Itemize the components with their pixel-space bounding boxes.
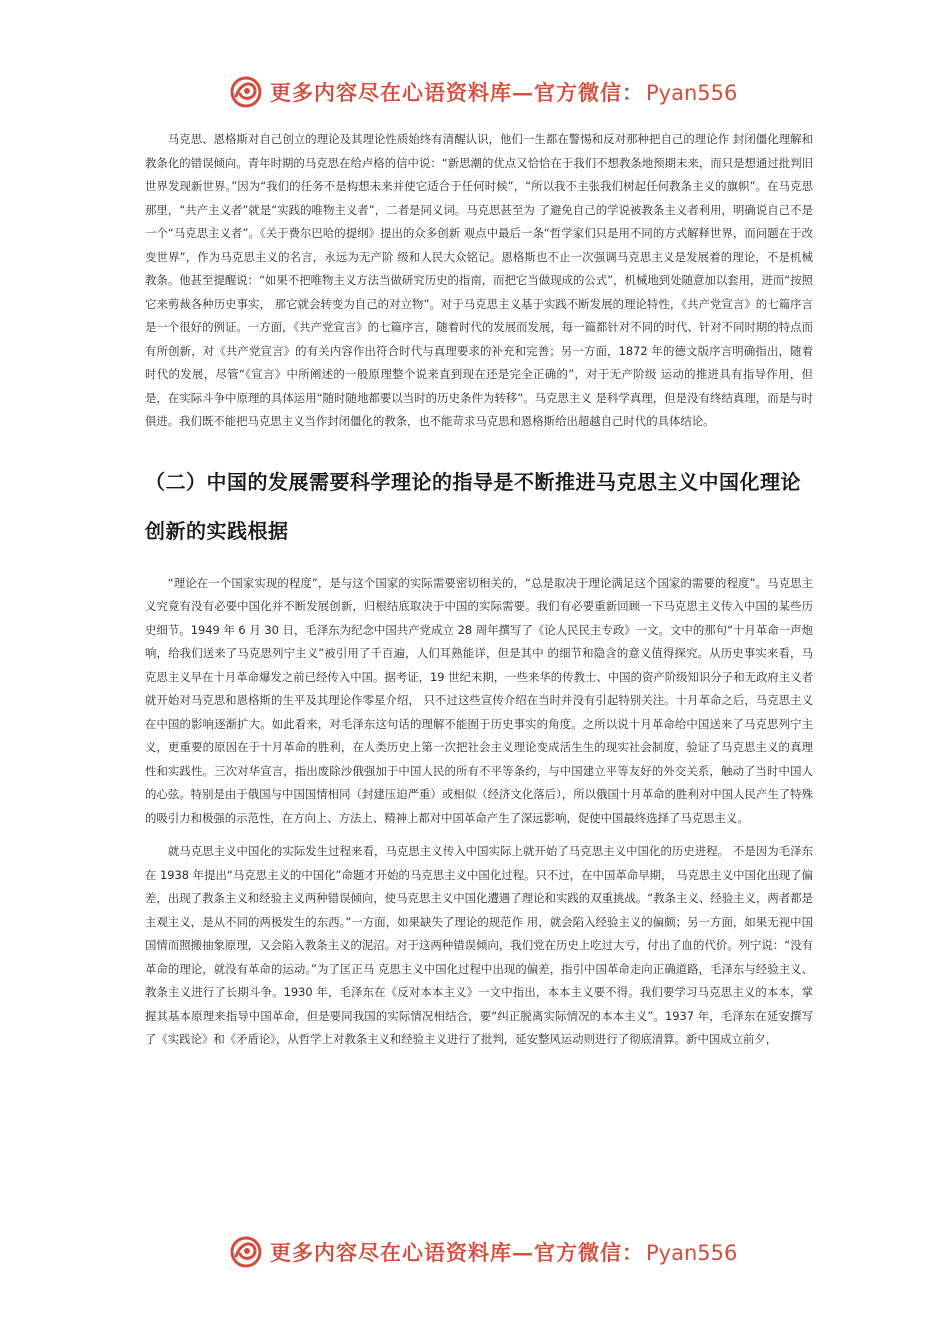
paragraph-3: 就马克思主义中国化的实际发生过程来看，马克思主义传入中国实际上就开始了马克思主义中国化的历史进程。 不是因为毛泽东在 1938 年提出“马克思主义的中国化”命题才开始的马克思主义中国化过程。只不过，在中国革命早期， 马克思主义中国化出现了偏差，出现了教条主义和经验主义两种错误倾向，使马克思主义中国化遭遇了理论和实践的双重挑战。“教条主义、经验主义，两者都是主观主义，是从不同的两极发生的东西。”一方面，如果缺失了理论的规范作 用，就会陷入经验主义的偏颇；另一方面，如果无视中国国情而照搬抽象原理，又会陷入教条主义的泥沼。对于这两种错误倾向，我们党在历史上吃过大亏，付出了血的代价。列宁说：“没有革命的理论，就没有革命的运动。”为了匡正马 克思主义中国化过程中出现的偏差，指引中国革命走向正确道路，毛泽东与经验主义、教条主义进行了长期斗争。1930 年，毛泽东在《反对本本主义》一文中指出，本本主义要不得。我们要学习马克思主义的本本，掌握其基本原理来指导中国革命，但是要同我国的实际情况相结合，要“纠正脱离实际情况的本本主义”。1937 年，毛泽东在延安撰写了《实践论》和《矛盾论》，从哲学上对教条主义和经验主义进行了批判，延安整风运动则进行了彻底清算。新中国成立前夕， <box>145 844 813 1046</box>
watermark-handle: Pyan556 <box>646 81 738 105</box>
paragraph-2: “理论在一个国家实现的程度”，是与这个国家的实际需要密切相关的，“总是取决于理论满足这个国家的需要的程度”。马克思主义究竟有没有必要中国化并不断发展创新，归根结底取决于中国的实际需要。我们有必要重新回顾一下马克思主义传入中国的某些历史细节。1949 年 6 月 30 日，毛泽东为纪念中国共产党成立 28 周年撰写了《论人民民主专政》一文。文中的那句“十月革命一声炮响，给我们送来了马克思列宁主义”被引用了千百遍，人们耳熟能详，但是其中 的细节和隐含的意义值得探究。从历史事实来看，马克思主义早在十月革命爆发之前已经传入中国。据考证，19 世纪末期，一些来华的传教士、中国的资产阶级知识分子和无政府主义者就开始对马克思和恩格斯的生平及其理论作零星介绍， 只不过这些宣传介绍在当时并没有引起特别关注。十月革命之后，马克思主义在中国的影响逐渐扩大。如此看来，对毛泽东这句话的理解不能囿于历史事实的角度。之所以说十月革命给中国送来了马克思列宁主义，更重要的原因在于十月革命的胜利，在人类历史上第一次把社会主义理论变成活生生的现实社会制度，验证了马克思主义的真理性和实践性。三次对华宣言，指出废除沙俄强加于中国人民的所有不平等条约，与中国建立平等友好的外交关系，触动了当时中国人的心弦。特别是由于俄国与中国国情相同（封建压迫严重）或相似（经济文化落后），所以俄国十月革命的胜利对中国人民产生了特殊的吸引力和极强的示范性，在方向上、方法上、精神上都对中国革命产生了深远影响，促使中国最终选择了马克思主义。 <box>145 575 813 825</box>
watermark-text: 更多内容尽在心语资料库—官方微信：Pyan556 <box>270 80 738 105</box>
watermark-text: 更多内容尽在心语资料库—官方微信：Pyan556 <box>270 1240 738 1265</box>
watermark-banner-top <box>228 72 738 112</box>
watermark-handle: Pyan556 <box>646 1241 738 1265</box>
watermark-banner-bottom <box>228 1232 738 1272</box>
swirl-logo-icon <box>228 1234 264 1270</box>
swirl-logo-icon <box>228 74 264 110</box>
document-body <box>145 128 813 1052</box>
paragraph-1: 马克思、恩格斯对自己创立的理论及其理论性质始终有清醒认识，他们一生都在警惕和反对那种把自己的理论作 封闭僵化理解和教条化的错误倾向。青年时期的马克思在给卢格的信中说：“新思潮的优点又恰恰在于我们不想教条地预期未来，而只是想通过批判旧世界发现新世界。”因为“我们的任务不是构想未来并使它适合于任何时候”，“所以我不主张我们树起任何教条主义的旗帜”。在马克思那里，“共产主义者”就是“实践的唯物主义者”，二者是同义词。马克思甚至为 了避免自己的学说被教条主义者利用，明确说自己不是一个“马克思主义者”。《关于费尔巴哈的提纲》提出的众多创新 观点中最后一条“哲学家们只是用不同的方式解释世界，而问题在于改变世界”，作为马克思主义的名言，永远为无产阶 级和人民大众铭记。恩格斯也不止一次强调马克思主义是发展着的理论，不是机械教条。他甚至提醒说：“如果不把唯物主义方法当做研究历史的指南，而把它当做现成的公式”，机械地到处随意加以套用，进而“按照它来剪裁各种历史事实， 那它就会转变为自己的对立物”。对于马克思主义基于实践不断发展的理论特性，《共产党宣言》的七篇序言是一个很好的例证。一方面，《共产党宣言》的七篇序言，随着时代的发展而发展，每一篇都针对不同的时代、针对不同时期的特点而有所创新，对《共产党宣言》的有关内容作出符合时代与真理要求的补充和完善；另一方面，1872 年的德文版序言明确指出，随着时代的发展，尽管“《宣言》中所阐述的一般原理整个说来直到现在还是完全正确的”，对于无产阶级 运动的推进具有指导作用，但是，在实际斗争中原理的具体运用“随时随地都要以当时的历史条件为转移”。马克思主义 是科学真理，但是没有终结真理，而是与时俱进。我们既不能把马克思主义当作封闭僵化的教条，也不能苛求马克思和恩格斯给出超越自己时代的具体结论。 <box>145 132 813 428</box>
section-heading: （二）中国的发展需要科学理论的指导是不断推进马克思主义中国化理论创新的实践根据 <box>145 469 801 543</box>
